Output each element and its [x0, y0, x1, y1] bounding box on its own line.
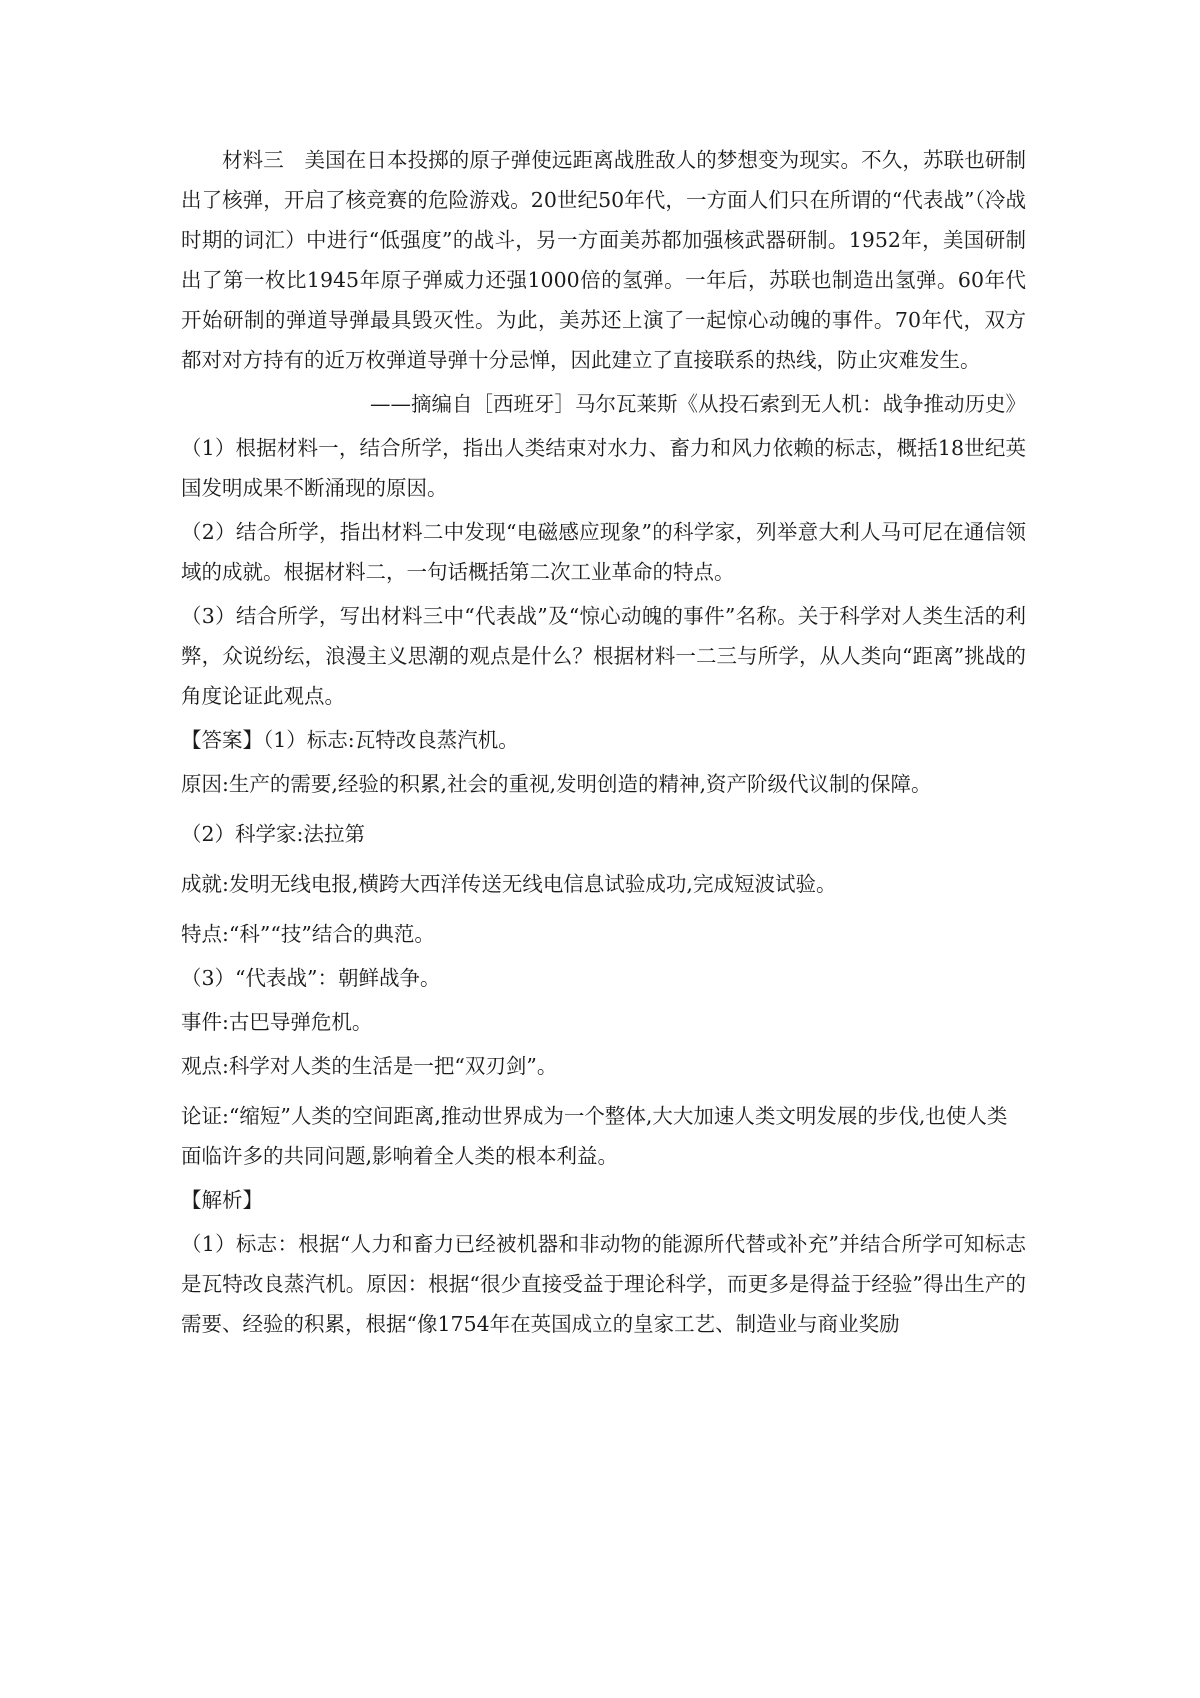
answer-line-3: （2）科学家:法拉第 [181, 822, 365, 846]
answer-line-8: 观点:科学对人类的生活是一把“双刃剑”。 [181, 1054, 558, 1078]
question-2: （2）结合所学，指出材料二中发现“电磁感应现象”的科学家，列举意大利人马可尼在通信领域的成就。根据材料二，一句话概括第二次工业革命的特点。 [181, 520, 1026, 584]
answer-line-5: 特点:“科”“技”结合的典范。 [181, 922, 435, 946]
answer-line-1 [181, 720, 1026, 760]
analysis-heading: 【解析】 [181, 1188, 263, 1212]
analysis-text: （1）标志：根据“人力和畜力已经被机器和非动物的能源所代替或补充”并结合所学可知标志是瓦特改良蒸汽机。原因：根据“很少直接受益于理论科学，而更多是得益于经验”得出生产的需要、经验的积累，根据“像1754年在英国成立的皇家工艺、制造业与商业奖励 [181, 1232, 1026, 1336]
material-three-text: 材料三 美国在日本投掷的原子弹使远距离战胜敌人的梦想变为现实。不久，苏联也研制出了核弹，开启了核竞赛的危险游戏。20世纪50年代，一方面人们只在所谓的“代表战”（冷战时期的词汇）中进行“低强度”的战斗，另一方面美苏都加强核武器研制。1952年，美国研制出了第一枚比1945年原子弹威力还强1000倍的氢弹。一年后，苏联也制造出氢弹。60年代开始研制的弹道导弹最具毁灭性。为此，美苏还上演了一起惊心动魄的事件。70年代，双方都对对方持有的近万枚弹道导弹十分忌惮，因此建立了直接联系的热线，防止灾难发生。 [181, 148, 1026, 372]
answer-line-6: （3）“代表战”：朝鲜战争。 [181, 966, 441, 990]
material-three-source: ——摘编自［西班牙］马尔瓦莱斯《从投石索到无人机：战争推动历史》 [370, 392, 1026, 416]
question-1: （1）根据材料一，结合所学，指出人类结束对水力、畜力和风力依赖的标志，概括18世纪英国发明成果不断涌现的原因。 [181, 436, 1026, 500]
answer-line-4: 成就:发明无线电报,横跨大西洋传送无线电信息试验成功,完成短波试验。 [181, 872, 837, 896]
answer-line-2: 原因:生产的需要,经验的积累,社会的重视,发明创造的精神,资产阶级代议制的保障。 [181, 772, 932, 796]
answer-line-9: 论证:“缩短”人类的空间距离,推动世界成为一个整体,大大加速人类文明发展的步伐,也使人类面临许多的共同问题,影响着全人类的根本利益。 [181, 1104, 1008, 1168]
answer-heading: 【答案】 [181, 728, 263, 752]
answer-line-7: 事件:古巴导弹危机。 [181, 1010, 373, 1034]
answer-text-1: （1）标志:瓦特改良蒸汽机。 [263, 728, 519, 752]
document-body [181, 140, 1026, 1348]
question-3: （3）结合所学，写出材料三中“代表战”及“惊心动魄的事件”名称。关于科学对人类生活的利弊，众说纷纭，浪漫主义思潮的观点是什么？根据材料一二三与所学，从人类向“距离”挑战的角度论证此观点。 [181, 604, 1026, 708]
